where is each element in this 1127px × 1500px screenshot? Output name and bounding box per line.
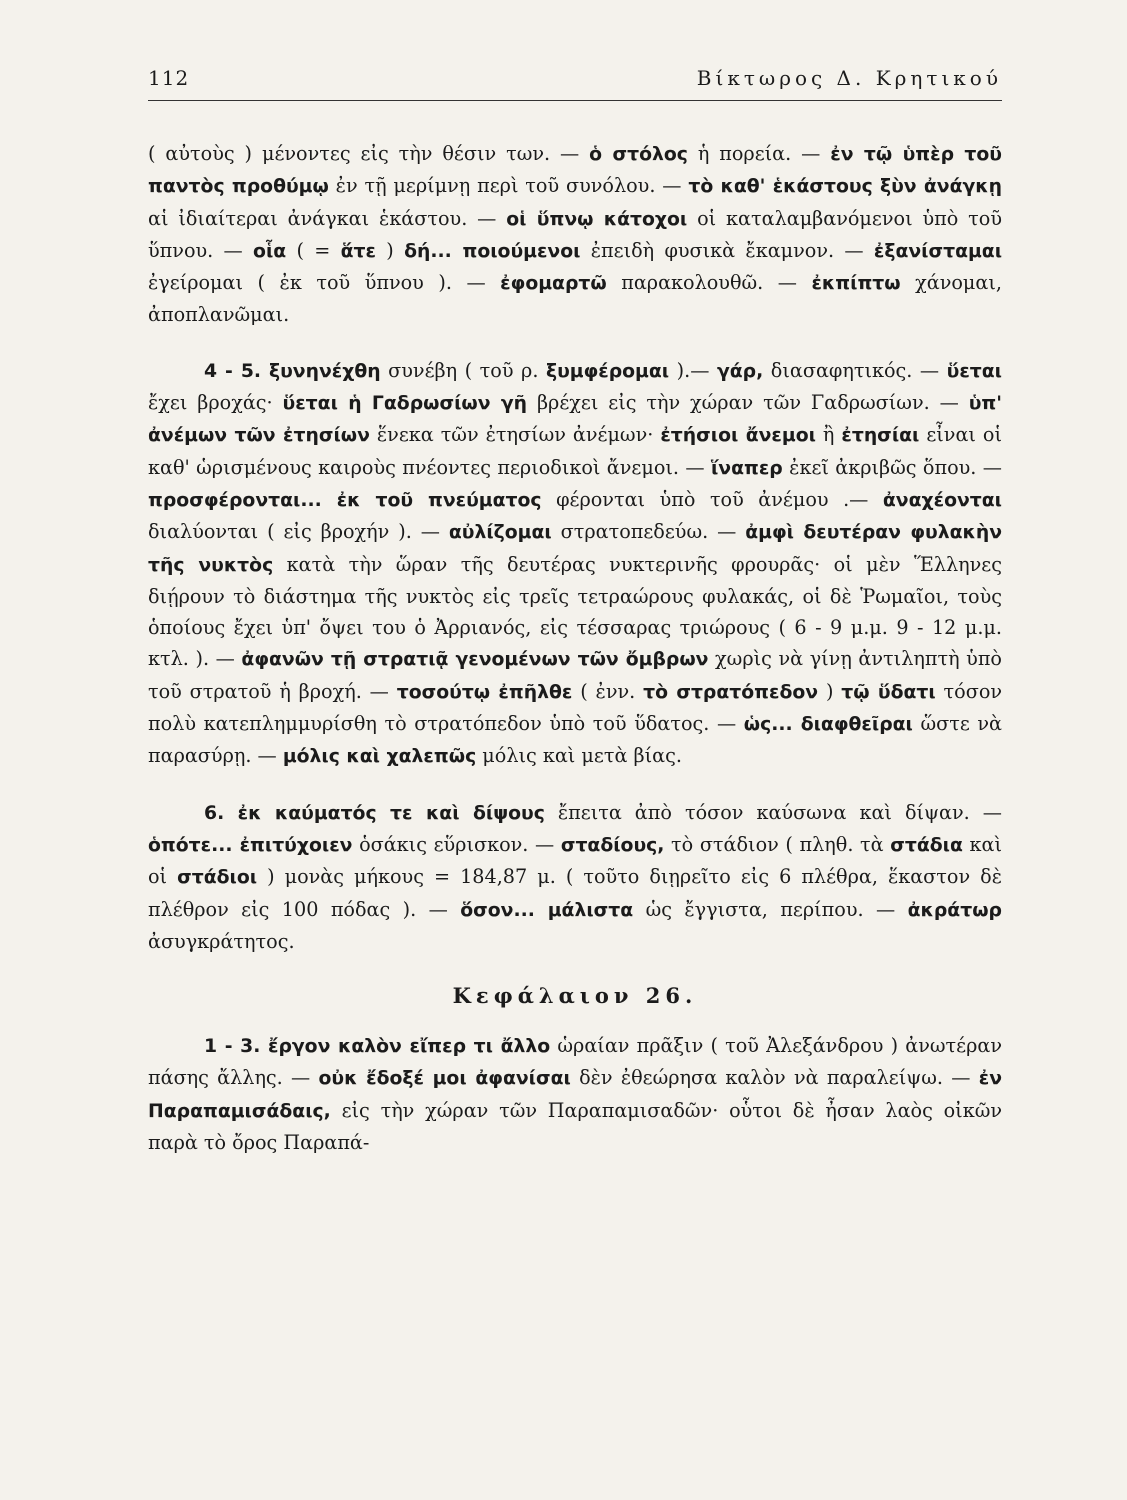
gloss-text: ὡς ἔγγιστα, περίπου. — [633,897,908,921]
term: ὕεται ἡ Γαδρωσίων γῆ [282,393,528,415]
paragraph [148,1030,1002,1158]
term: ἐν τῷ ὑπὲρ τοῦ παντὸς προθύμῳ [148,144,1002,198]
gloss-text: ἐν τῇ μερίμνῃ περὶ τοῦ συνόλου. — [328,174,689,198]
gloss-text: ἀσυγκράτητος. [148,929,295,953]
term: ἐν Παραπαμισάδαις, [148,1068,1002,1122]
gloss-text: συνέβη ( τοῦ ρ. [380,358,546,382]
gloss-text: ἔχει βροχάς· [148,391,283,415]
gloss-text: ( = [286,238,341,262]
term: δή... ποιούμενοι [404,240,581,262]
gloss-text: ) μονὰς μήκους = 184,87 μ. ( τοῦτο διῃρεῖτο εἰς 6 πλέθρα, ἕκαστον δὲ πλέθρον εἰς 100 πόδας ). — [148,865,1002,921]
gloss-text: ἡ πορεία. — [687,142,831,165]
gloss-text: διασαφητικός. — [763,358,947,382]
chapter-title: Κεφάλαιον 26. [452,983,698,1009]
term: ἐτήσιοι ἄνεμοι [660,425,816,447]
gloss-text: κατὰ τὴν ὥραν τῆς δευτέρας νυκτερινῆς φρουρᾶς· οἱ μὲν Ἕλληνες διῄρουν τὸ διάστημα τῆς νυκτὸς εἰς τρεῖς τετραώρους φυλακάς, οἱ δὲ Ῥωμαῖοι, τοὺς ὁποίους ἔχει ὑπ' ὄψει του ὁ Ἀρριανός, εἰς τέσσαρας τριώρους ( 6 - 9 μ.μ. 9 - 12 μ.μ. κτλ. ). — [148,552,1002,671]
term: ἐκπίπτω [811,273,901,295]
paragraph [148,355,1002,773]
gloss-text: οἱ καταλαμβανόμενοι ὑπὸ τοῦ ὕπνου. — [148,206,1002,262]
gloss-text: διαλύονται ( εἰς βροχήν ). — [148,520,449,544]
term: 6. ἐκ καύματός τε καὶ δίψους [204,802,545,824]
gloss-text: ( αὐτοὺς ) μένοντες εἰς τὴν θέσιν των. — [148,142,590,165]
gloss-text: ὥστε νὰ παρασύρῃ. — [148,712,1002,768]
paragraph [148,138,1002,331]
gloss-text: στρατοπεδεύω. — [551,520,746,544]
term: ξυμφέρομαι [545,360,670,382]
gloss-text: βρέχει εἰς τὴν χώραν τῶν Γαδρωσίων. — [527,391,969,415]
term: οἱ ὕπνῳ κάτοχοι [506,208,688,230]
term: στάδια [890,834,963,856]
gloss-text: εἰς τὴν χώραν τῶν Παραπαμισαδῶν· οὗτοι δὲ ἦσαν λαὸς οἰκῶν παρὰ τὸ ὄρος Παραπά- [148,1098,1002,1155]
gloss-text: ὁσάκις εὕρισκον. — [352,832,561,856]
term: ἐφομαρτῶ [500,273,607,295]
term: οἷα [253,240,287,262]
term: ὕεται [946,360,1002,382]
gloss-text: ( ἐνν. [572,679,644,703]
gloss-text: καὶ οἱ [148,832,1002,889]
term: ἐτησίαι [841,425,920,447]
gloss-text: ).— [669,358,717,382]
term: τοσούτῳ ἐπῆλθε [396,681,573,703]
gloss-text: ἐγείρομαι ( ἐκ τοῦ ὕπνου ). — [148,271,501,295]
gloss-text: χωρὶς νὰ γίνῃ ἀντιληπτὴ ὑπὸ τοῦ στρατοῦ ἡ βροχή. — [148,647,1002,703]
term: ὑπ' ἀνέμων τῶν ἐτησίων [148,393,1002,447]
gloss-text: ἕνεκα τῶν ἐτησίων ἀνέμων· [369,423,661,447]
term: τῷ ὕδατι [841,681,936,703]
term: γάρ, [716,360,764,382]
term: 4 - 5. ξυνηνέχθη [204,360,381,382]
term: οὐκ ἔδοξέ μοι ἀφανίσαι [318,1068,571,1090]
gloss-text: παρακολουθῶ. — [606,271,812,295]
term: ὅσον... μάλιστα [460,899,634,921]
term: ἅτε [340,240,376,262]
page-header [148,62,1002,101]
term: στάδιοι [177,867,258,889]
running-title: Βίκτωρος Δ. Κρητικού [696,66,1002,90]
gloss-text: εἶναι οἱ καθ' ὡρισμένους καιροὺς πνέοντες περιοδικοὶ ἄνεμοι. — [148,423,1002,479]
gloss-text: δὲν ἐθεώρησα καλὸν νὰ παραλείψω. — [570,1066,979,1090]
term: ἀμφὶ δευτέραν φυλακὴν τῆς νυκτὸς [148,522,1002,576]
term: ἐξανίσταμαι [873,240,1003,262]
gloss-text: ἐπειδὴ φυσικὰ ἔκαμνον. — [580,238,874,262]
term: ὁ στόλος [589,144,688,165]
term: σταδίους, [560,834,665,856]
term: τὸ στρατόπεδον [643,681,819,703]
term: τὸ καθ' ἑκάστους ξὺν ἀνάγκῃ [688,176,1002,198]
term: ἀκράτωρ [907,899,1002,921]
term: αὐλίζομαι [448,522,552,544]
gloss-text: ἐκεῖ ἀκριβῶς ὅπου. — [782,455,1002,479]
gloss-text: ὡραίαν πρᾶξιν ( τοῦ Ἀλεξάνδρου ) ἀνωτέραν πάσης ἄλλης. — [148,1034,1002,1090]
term: ἀφανῶν τῇ στρατιᾷ γενομένων τῶν ὄμβρων [241,649,709,671]
gloss-text: τόσον πολὺ κατεπλημμυρίσθη τὸ στρατόπεδον ὑπὸ τοῦ ὕδατος. — [148,679,1003,736]
gloss-text: ) [375,238,405,262]
gloss-text: ) [818,679,842,703]
gloss-text: φέρονται ὑπὸ τοῦ ἀνέμου .— [541,487,883,511]
page-number: 112 [148,66,190,90]
page-body [148,138,1002,1158]
term: προσφέρονται... ἐκ τοῦ πνεύματος [148,489,542,511]
term: ἵναπερ [710,457,783,479]
gloss-text: τὸ στάδιον ( πληθ. τὰ [664,832,891,856]
gloss-text: χάνομαι, ἀποπλανῶμαι. [148,271,1002,327]
paragraph [148,797,1002,957]
term: ὁπότε... ἐπιτύχοιεν [148,834,353,856]
term: μόλις καὶ χαλεπῶς [282,746,477,768]
gloss-text: αἱ ἰδιαίτεραι ἀνάγκαι ἑκάστου. — [148,206,507,230]
term: ὡς... διαφθεῖραι [743,714,913,736]
gloss-text: ἢ [815,423,842,447]
gloss-text: μόλις καὶ μετὰ βίας. [476,744,682,768]
gloss-text: ἔπειτα ἀπὸ τόσον καύσωνα καὶ δίψαν. — [544,800,1002,824]
term: ἀναχέονται [882,489,1002,511]
term: 1 - 3. ἔργον καλὸν εἴπερ τι ἄλλο [204,1036,551,1058]
